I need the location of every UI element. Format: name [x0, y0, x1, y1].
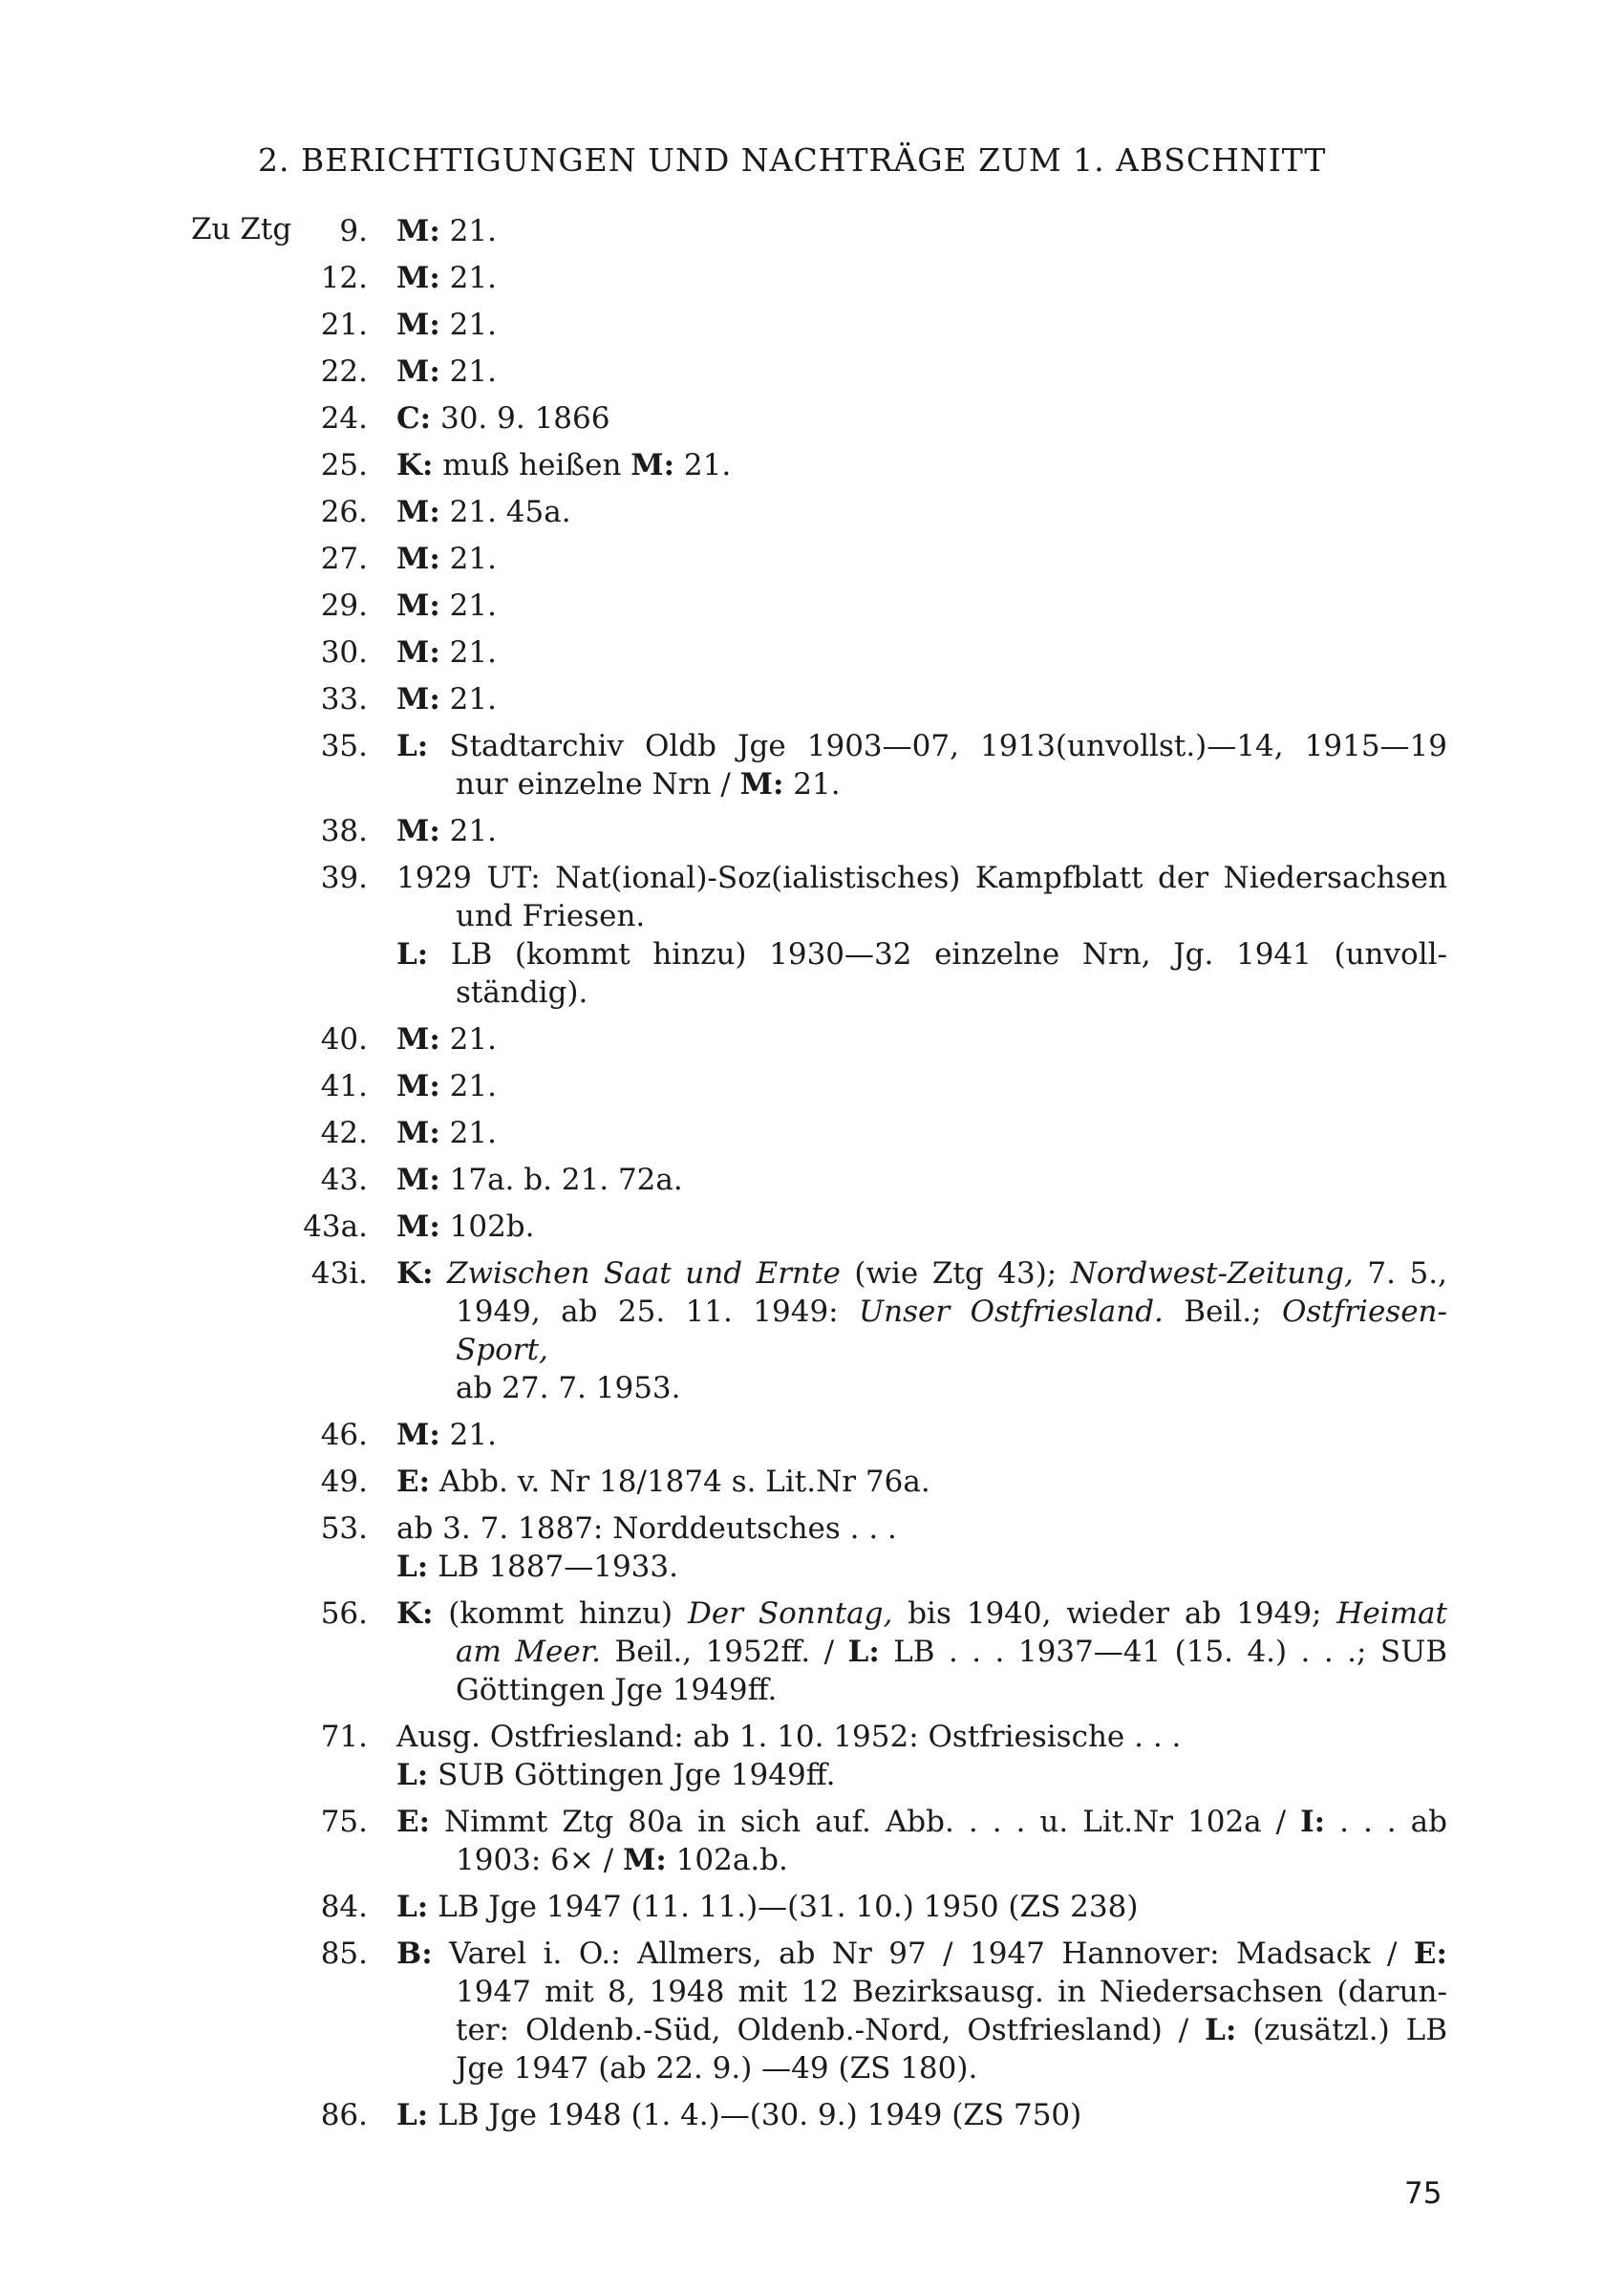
text-segment: SUB Göttingen Jge 1949ff. — [428, 1758, 836, 1792]
entry-text — [396, 1114, 1447, 1152]
entry-number: 71. — [320, 1720, 368, 1754]
entry-number: 21. — [320, 308, 368, 342]
entry-line — [396, 399, 1447, 438]
entry-number: 35. — [320, 729, 368, 763]
entry-line — [396, 859, 1447, 897]
field-code: K: — [396, 1256, 434, 1291]
text-segment: Beil., 1952ff. / — [601, 1635, 848, 1669]
zu-ztg-label: Zu Ztg — [191, 212, 292, 246]
entry-text — [396, 446, 1447, 484]
entry-text — [396, 306, 1447, 344]
entry-number: 40. — [320, 1022, 368, 1057]
field-code: E: — [396, 1465, 431, 1499]
entry-text — [396, 1509, 1447, 1586]
field-code: M: — [396, 214, 440, 248]
field-code: M: — [396, 1022, 440, 1057]
field-code: M: — [396, 1116, 440, 1150]
entry-number: 43a. — [303, 1209, 368, 1244]
entry-line — [396, 1633, 1447, 1671]
text-segment: 1949, ab 25. 11. 1949: — [456, 1295, 860, 1329]
text-segment: Varel i. O.: Allmers, ab Nr 97 / 1947 Hannover: Madsack / — [432, 1937, 1414, 1971]
text-segment: LB (kommt hinzu) 1930—32 einzelne Nrn, Jg. 1941 (unvoll- — [428, 937, 1447, 972]
entry-text — [396, 727, 1447, 803]
title-italic: Nordwest-Zeitung, — [1070, 1256, 1354, 1291]
entry-line — [396, 727, 1447, 765]
entry-number: 39. — [320, 861, 368, 895]
entry-number: 26. — [320, 495, 368, 529]
text-segment: 1947 mit 8, 1948 mit 12 Bezirksausg. in Niedersachsen (darun- — [456, 1975, 1447, 2009]
entry-number: 86. — [320, 2098, 368, 2132]
field-code: L: — [396, 2098, 429, 2132]
field-code: M: — [396, 1069, 440, 1103]
text-segment: 21. — [439, 682, 497, 717]
entry-line — [396, 493, 1447, 531]
entry-number: 38. — [320, 814, 368, 848]
entry-number: 29. — [320, 589, 368, 623]
entry-line — [396, 1114, 1447, 1152]
field-code: I: — [1300, 1805, 1326, 1839]
entry-line — [396, 1888, 1447, 1926]
field-code: L: — [396, 1758, 429, 1792]
entry-line — [396, 587, 1447, 625]
field-code: M: — [396, 1209, 440, 1244]
field-code: L: — [396, 937, 429, 972]
entry-line — [396, 1548, 1447, 1586]
entry-line — [396, 1161, 1447, 1199]
field-code: E: — [1413, 1937, 1447, 1971]
text-segment: muß heißen — [433, 448, 631, 482]
entry-text — [396, 1416, 1447, 1454]
field-code: M: — [396, 495, 440, 529]
text-segment: und Friesen. — [456, 899, 646, 933]
text-segment: 21. 45a. — [439, 495, 571, 529]
entry-number: 42. — [320, 1116, 368, 1150]
entry-text — [396, 859, 1447, 1012]
title-italic: Der Sonntag, — [688, 1596, 893, 1631]
entry-row — [287, 587, 1447, 625]
entry-text — [396, 1594, 1447, 1709]
entry-line — [396, 1509, 1447, 1548]
entry-text — [396, 680, 1447, 718]
entry-row — [287, 399, 1447, 438]
entry-text — [396, 353, 1447, 391]
entry-row — [287, 1161, 1447, 1199]
entry-line — [396, 1293, 1447, 1369]
title-italic: Unser Ostfriesland. — [859, 1295, 1164, 1329]
title-italic: am Meer. — [456, 1635, 602, 1669]
text-segment: Abb. v. Nr 18/1874 s. Lit.Nr 76a. — [430, 1465, 930, 1499]
entry-number: 12. — [320, 261, 368, 295]
entry-line — [396, 2011, 1447, 2049]
entry-number: 46. — [320, 1418, 368, 1452]
entry-row — [287, 1718, 1447, 1794]
text-segment: 21. — [439, 354, 497, 389]
entry-text — [396, 812, 1447, 850]
entry-line — [396, 1067, 1447, 1105]
entry-number: 9. — [339, 214, 368, 248]
entry-text — [396, 1718, 1447, 1794]
text-segment: 21. — [783, 767, 841, 802]
entry-row — [287, 1463, 1447, 1501]
entry-number: 43i. — [310, 1256, 368, 1291]
text-segment: 21. — [439, 1069, 497, 1103]
entry-row — [287, 1509, 1447, 1586]
field-code: C: — [396, 401, 432, 436]
text-segment: . . . ab — [1325, 1805, 1447, 1839]
entry-text — [396, 587, 1447, 625]
entry-line — [396, 353, 1447, 391]
text-segment: Stadtarchiv Oldb Jge 1903—07, 1913(unvollst.)—14, 1915—19 — [428, 729, 1447, 763]
entry-number: 53. — [320, 1511, 368, 1546]
entry-row — [287, 493, 1447, 531]
entry-line — [396, 2049, 1447, 2087]
text-segment: 21. — [674, 448, 732, 482]
entry-line — [396, 765, 1447, 803]
entry-line — [396, 633, 1447, 672]
entry-row — [287, 1935, 1447, 2087]
field-code: M: — [396, 354, 440, 389]
entry-line — [396, 1841, 1447, 1879]
entry-row — [287, 859, 1447, 1012]
field-code: M: — [396, 308, 440, 342]
text-segment: 21. — [439, 308, 497, 342]
text-segment: (kommt hinzu) — [433, 1596, 688, 1631]
text-segment: LB 1887—1933. — [428, 1550, 678, 1584]
entry-text — [396, 259, 1447, 297]
entry-line — [396, 446, 1447, 484]
field-code: L: — [396, 729, 429, 763]
text-segment: 21. — [439, 1418, 497, 1452]
text-segment: 21. — [439, 1116, 497, 1150]
text-segment: LB Jge 1947 (11. 11.)—(31. 10.) 1950 (ZS 238) — [428, 1890, 1139, 1924]
field-code: L: — [1205, 2013, 1237, 2047]
text-segment: 1929 UT: Nat(ional)-Soz(ialistisches) Kampfblatt der Niedersachsen — [396, 861, 1447, 895]
field-code: K: — [396, 1596, 434, 1631]
entry-row — [287, 306, 1447, 344]
entry-text — [396, 493, 1447, 531]
text-segment: Beil.; — [1163, 1295, 1282, 1329]
field-code: K: — [396, 448, 434, 482]
field-code: M: — [396, 682, 440, 717]
field-code: B: — [396, 1937, 433, 1971]
entry-line — [396, 935, 1447, 974]
entry-number: 41. — [320, 1069, 368, 1103]
entry-number: 33. — [320, 682, 368, 717]
entry-row — [287, 446, 1447, 484]
entry-row — [287, 1888, 1447, 1926]
entry-number: 75. — [320, 1805, 368, 1839]
field-code: M: — [396, 635, 440, 670]
entry-line — [396, 897, 1447, 935]
entry-row — [287, 812, 1447, 850]
entry-text — [396, 1020, 1447, 1059]
entry-text — [396, 1935, 1447, 2087]
entry-number: 56. — [320, 1596, 368, 1631]
entry-line — [396, 1254, 1447, 1293]
text-segment: (wie Ztg 43); — [840, 1256, 1071, 1291]
section-heading: 2. BERICHTIGUNGEN UND NACHTRÄGE ZUM 1. ABSCHNITT — [258, 141, 1327, 179]
text-segment: Göttingen Jge 1949ff. — [456, 1673, 778, 1707]
title-italic: Ostfriesen-Sport, — [456, 1295, 1447, 1367]
entry-row — [287, 633, 1447, 672]
entry-line — [396, 1671, 1447, 1709]
entry-row — [287, 353, 1447, 391]
entry-line — [396, 1718, 1447, 1756]
text-segment: Jge 1947 (ab 22. 9.) —49 (ZS 180). — [456, 2051, 978, 2086]
entry-line — [396, 1369, 1447, 1407]
text-segment: 21. — [439, 214, 497, 248]
entry-line — [396, 1594, 1447, 1633]
entry-row — [287, 1594, 1447, 1709]
entry-line — [396, 212, 1447, 250]
text-segment: Ausg. Ostfriesland: ab 1. 10. 1952: Ostfriesische . . . — [396, 1720, 1182, 1754]
entry-line — [396, 1463, 1447, 1501]
field-code: M: — [396, 261, 440, 295]
entry-line — [396, 306, 1447, 344]
entry-text — [396, 1888, 1447, 1926]
entry-line — [396, 1973, 1447, 2011]
text-segment: 21. — [439, 635, 497, 670]
text-segment — [433, 1256, 447, 1291]
entry-row — [287, 2096, 1447, 2134]
field-code: M: — [739, 767, 784, 802]
entry-row — [287, 727, 1447, 803]
entry-number: 30. — [320, 635, 368, 670]
text-segment: 102b. — [439, 1209, 535, 1244]
entry-text — [396, 1803, 1447, 1879]
text-segment: 102a.b. — [666, 1843, 788, 1877]
field-code: E: — [396, 1805, 431, 1839]
page-number: 75 — [1404, 2176, 1442, 2211]
field-code: M: — [396, 542, 440, 576]
field-code: M: — [623, 1843, 667, 1877]
text-segment: ab 3. 7. 1887: Norddeutsches . . . — [396, 1511, 897, 1546]
entry-number: 43. — [320, 1163, 368, 1197]
entry-number: 27. — [320, 542, 368, 576]
entry-text — [396, 1463, 1447, 1501]
entry-text — [396, 1161, 1447, 1199]
entry-text — [396, 1254, 1447, 1407]
entry-row — [287, 1067, 1447, 1105]
entry-line — [396, 1756, 1447, 1794]
text-segment: 21. — [439, 814, 497, 848]
text-segment: 21. — [439, 261, 497, 295]
entry-list — [287, 212, 1447, 2143]
entry-text — [396, 1208, 1447, 1246]
entry-text — [396, 540, 1447, 578]
entry-text — [396, 633, 1447, 672]
title-italic: Heimat — [1336, 1596, 1447, 1631]
text-segment: ter: Oldenb.-Süd, Oldenb.-Nord, Ostfriesland) / — [456, 2013, 1206, 2047]
text-segment: 17a. b. 21. 72a. — [439, 1163, 683, 1197]
text-segment: Nimmt Ztg 80a in sich auf. Abb. . . . u. Lit.Nr 102a / — [430, 1805, 1301, 1839]
entry-line — [396, 974, 1447, 1012]
entry-row — [287, 212, 1447, 250]
field-code: L: — [847, 1635, 880, 1669]
text-segment: (zusätzl.) LB — [1236, 2013, 1447, 2047]
field-code: M: — [396, 814, 440, 848]
field-code: M: — [396, 589, 440, 623]
entry-line — [396, 2096, 1447, 2134]
entry-line — [396, 680, 1447, 718]
entry-line — [396, 812, 1447, 850]
text-segment: 21. — [439, 589, 497, 623]
entry-row — [287, 1208, 1447, 1246]
text-segment: 30. 9. 1866 — [431, 401, 610, 436]
entry-number: 49. — [320, 1465, 368, 1499]
entry-row — [287, 1254, 1447, 1407]
entry-row — [287, 540, 1447, 578]
entry-number: 24. — [320, 401, 368, 436]
entry-line — [396, 1020, 1447, 1059]
entry-line — [396, 1208, 1447, 1246]
text-segment: LB Jge 1948 (1. 4.)—(30. 9.) 1949 (ZS 750) — [428, 2098, 1082, 2132]
text-segment: 21. — [439, 1022, 497, 1057]
field-code: M: — [396, 1418, 440, 1452]
entry-row — [287, 259, 1447, 297]
entry-row — [287, 1803, 1447, 1879]
entry-row — [287, 1114, 1447, 1152]
entry-number: 85. — [320, 1937, 368, 1971]
entry-text — [396, 212, 1447, 250]
entry-row — [287, 1020, 1447, 1059]
text-segment: bis 1940, wieder ab 1949; — [892, 1596, 1337, 1631]
entry-row — [287, 680, 1447, 718]
field-code: L: — [396, 1890, 429, 1924]
entry-text — [396, 2096, 1447, 2134]
text-segment: 7. 5., — [1353, 1256, 1447, 1291]
field-code: M: — [396, 1163, 440, 1197]
text-segment: ständig). — [456, 975, 588, 1010]
entry-text — [396, 399, 1447, 438]
entry-line — [396, 1803, 1447, 1841]
entry-number: 22. — [320, 354, 368, 389]
entry-row — [287, 1416, 1447, 1454]
entry-line — [396, 1935, 1447, 1973]
entry-text — [396, 1067, 1447, 1105]
entry-number: 25. — [320, 448, 368, 482]
text-segment: ab 27. 7. 1953. — [456, 1371, 681, 1405]
field-code: L: — [396, 1550, 429, 1584]
text-segment: 21. — [439, 542, 497, 576]
text-segment: 1903: 6× / — [456, 1843, 624, 1877]
entry-number: 84. — [320, 1890, 368, 1924]
text-segment: nur einzelne Nrn / — [456, 767, 740, 802]
title-italic: Zwischen Saat und Ernte — [446, 1256, 841, 1291]
text-segment: LB . . . 1937—41 (15. 4.) . . .; SUB — [879, 1635, 1447, 1669]
entry-line — [396, 259, 1447, 297]
field-code: M: — [630, 448, 675, 482]
entry-line — [396, 1416, 1447, 1454]
entry-line — [396, 540, 1447, 578]
